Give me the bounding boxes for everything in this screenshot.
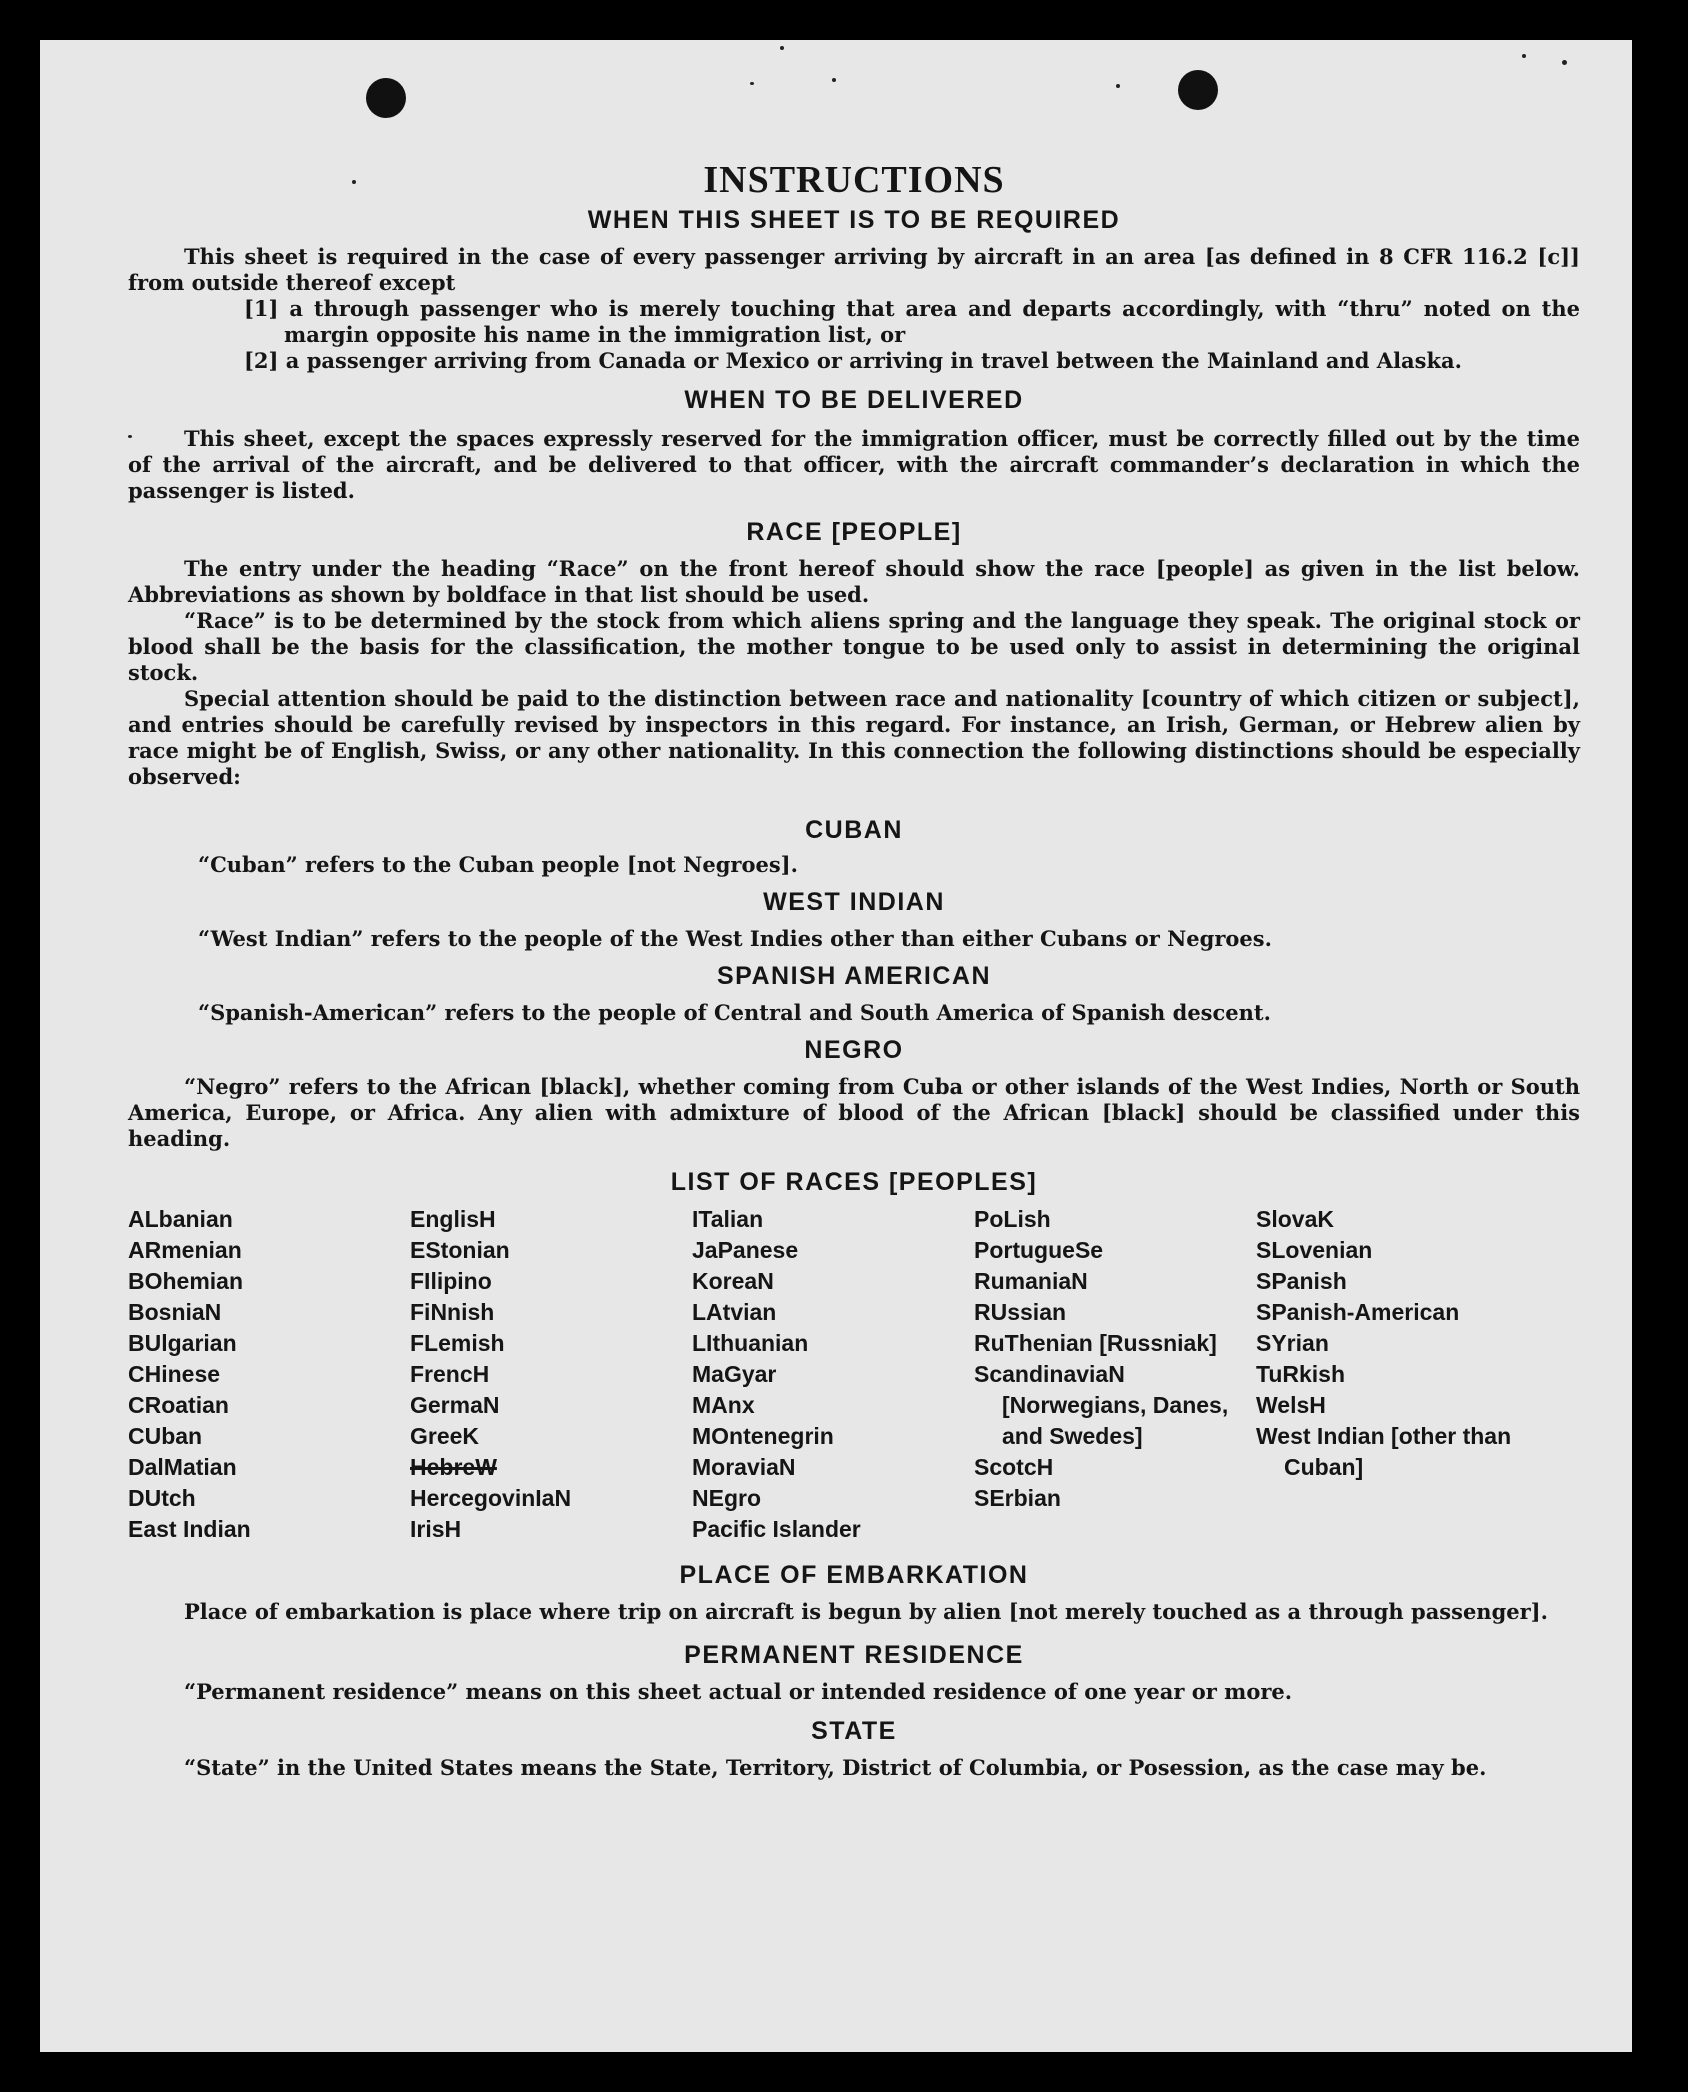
race-item: LAtvian [692,1299,777,1325]
punch-hole [1178,70,1218,110]
page-title: INSTRUCTIONS [703,159,1005,201]
section-heading: RACE [PEOPLE] [746,518,962,546]
race-item: ITalian [692,1206,764,1232]
scan-speck [750,82,754,85]
race-item: LIthuanian [692,1330,809,1356]
races-column [410,1204,692,1545]
race-item: GermaN [410,1392,500,1418]
paragraph: “Permanent residence” means on this sheet actual or intended residence of one year or more. [184,1679,1293,1704]
race-item: West Indian [other than Cuban] [1256,1423,1512,1480]
paragraph: This sheet, except the spaces expressly reserved for the immigration officer, must be correctly filled out by the time of the arrival of the aircraft, and be delivered to that officer, with the aircraft commander’s declaration in which the passenger is listed. [128,426,1580,503]
race-item: PortugueSe [974,1237,1104,1263]
paragraph: “Spanish-American” refers to the people of Central and South America of Spanish descent. [198,1000,1271,1025]
race-item: East Indian [128,1516,251,1542]
race-item: DalMatian [128,1454,237,1480]
paragraph: This sheet is required in the case of every passenger arriving by aircraft in an area [as defined in 8 CFR 116.2 [c]] from outside thereof except [128,244,1580,295]
scan-speck [1562,60,1567,65]
race-item: Pacific Islander [692,1516,861,1542]
paragraph: “Cuban” refers to the Cuban people [not Negroes]. [198,852,798,877]
section-heading: PLACE OF EMBARKATION [679,1561,1029,1589]
paragraph: The entry under the heading “Race” on the front hereof should show the race [people] as given in the list below. Abbreviations as shown by boldface in that list should be used. [128,556,1580,607]
race-item: SErbian [974,1485,1061,1511]
race-item: JaPanese [692,1237,799,1263]
paragraph: “West Indian” refers to the people of the West Indies other than either Cubans or Negroes. [198,926,1272,951]
paragraph: [2] a passenger arriving from Canada or Mexico or arriving in travel between the Mainland and Alaska. [244,348,1462,373]
section-heading: WHEN THIS SHEET IS TO BE REQUIRED [587,206,1121,234]
paragraph: “Race” is to be determined by the stock from which aliens spring and the language they speak. The original stock or blood shall be the basis for the classification, the mother tongue to be used only to assist in determining the original stock. [128,608,1580,685]
section-heading: CUBAN [805,816,903,844]
race-item: NEgro [692,1485,761,1511]
scan-speck [1522,54,1526,58]
race-item: EnglisH [410,1206,496,1232]
race-item: TuRkish [1256,1361,1346,1387]
instructions-content [128,158,1580,1781]
race-item: EStonian [410,1237,510,1263]
races-heading: LIST OF RACES [PEOPLES] [670,1168,1038,1196]
race-item: RuThenian [Russniak] [974,1330,1217,1356]
scan-speck [1116,84,1120,88]
race-item: CHinese [128,1361,221,1387]
race-item: FrencH [410,1361,490,1387]
section-heading: PERMANENT RESIDENCE [684,1641,1024,1669]
race-item: FiNnish [410,1299,495,1325]
paragraph: Special attention should be paid to the distinction between race and nationality [country of which citizen or subject], and entries should be carefully revised by inspectors in this regard. For instance, an Irish, German, or Hebrew alien by race might be of English, Swiss, or any other nationality. In this connection the following distinctions should be especially observed: [128,686,1580,789]
race-item: SLovenian [1256,1237,1373,1263]
paragraph: “Negro” refers to the African [black], whether coming from Cuba or other islands of the West Indies, North or South America, Europe, or Africa. Any alien with admixture of blood of the African [black] should be classified under this heading. [128,1074,1580,1151]
race-item: SPanish-American [1256,1299,1460,1325]
section-heading: NEGRO [804,1036,904,1064]
section-heading: STATE [811,1717,897,1745]
section-heading: WEST INDIAN [763,888,945,916]
race-item: PoLish [974,1206,1051,1232]
races-column [974,1204,1256,1545]
paragraph: Place of embarkation is place where trip on aircraft is begun by alien [not merely touched as a through passenger]. [184,1599,1548,1624]
scan-speck [780,46,784,50]
race-item: ARmenian [128,1237,242,1263]
race-item: ScandinaviaN [Norwegians, Danes, and Swedes] [974,1361,1229,1449]
race-item: ScotcH [974,1454,1054,1480]
race-item: FLemish [410,1330,505,1356]
document-sheet [40,40,1632,2052]
race-item: CRoatian [128,1392,229,1418]
races-list [128,1204,1580,1545]
race-item: CUban [128,1423,203,1449]
scan-speck [832,78,836,82]
race-item: SlovaK [1256,1206,1334,1232]
race-item: SYrian [1256,1330,1329,1356]
race-item: MAnx [692,1392,755,1418]
race-item: WelsH [1256,1392,1326,1418]
race-item: BosniaN [128,1299,222,1325]
paragraph: “State” in the United States means the State, Territory, District of Columbia, or Posession, as the case may be. [184,1755,1487,1780]
punch-hole [366,78,406,118]
race-item: MaGyar [692,1361,777,1387]
race-item: IrisH [410,1516,462,1542]
race-item: FIlipino [410,1268,492,1294]
race-item: MoraviaN [692,1454,796,1480]
race-item: BUlgarian [128,1330,237,1356]
races-column [128,1204,410,1545]
race-item: DUtch [128,1485,196,1511]
section-heading: WHEN TO BE DELIVERED [684,386,1024,414]
race-item: BOhemian [128,1268,244,1294]
race-item: KoreaN [692,1268,774,1294]
race-item: ALbanian [128,1206,233,1232]
race-item: RUssian [974,1299,1067,1325]
race-item: GreeK [410,1423,480,1449]
race-item: SPanish [1256,1268,1347,1294]
section-heading: SPANISH AMERICAN [716,962,991,990]
races-column [1256,1204,1538,1545]
race-item: MOntenegrin [692,1423,834,1449]
races-column [692,1204,974,1545]
race-item-struck: HebreW [410,1454,497,1480]
paragraph: [1] a through passenger who is merely touching that area and departs accordingly, with “thru” noted on the margin opposite his name in the immigration list, or [244,296,1580,347]
race-item: HercegovinIaN [410,1485,572,1511]
race-item: RumaniaN [974,1268,1088,1294]
